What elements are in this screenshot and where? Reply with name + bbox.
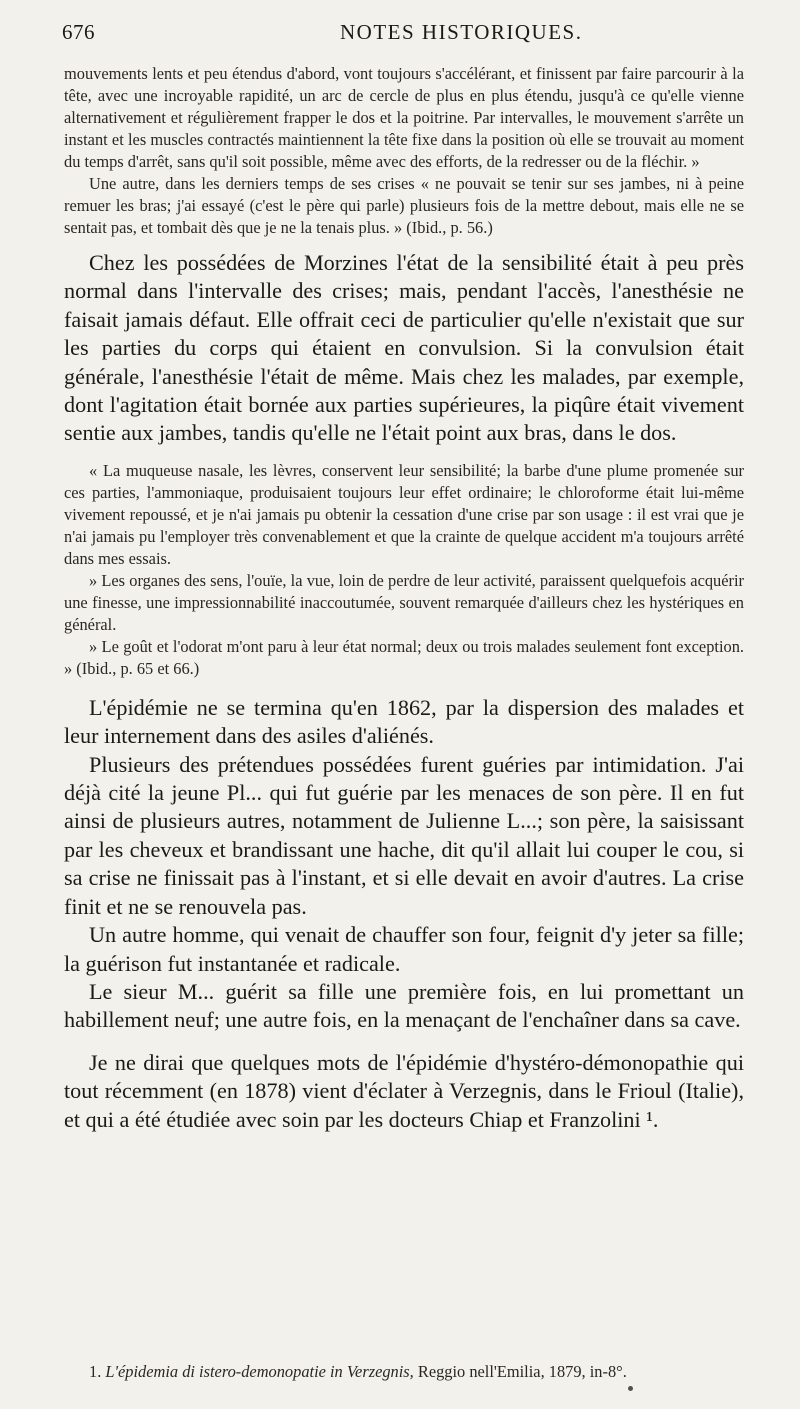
- page-body: [64, 63, 744, 1134]
- paragraph-sensibility: Chez les possédées de Morzines l'état de la sensibilité était à peu près normal dans l'intervalle des crises; mais, pendant l'accès, l'anesthésie ne faisait jamais défaut. Elle offrait ceci de particulier qu'elle n'existait que sur les parties du corps qui étaient en convulsion. Si la convulsion était générale, l'anesthésie l'était de même. Mais chez les malades, par exemple, dont l'agitation était bornée aux parties supérieures, la piqûre était vivement sentie aux jambes, tandis qu'elle ne l'était point aux bras, dans le dos.: [64, 250, 744, 446]
- footnote: [64, 1362, 744, 1382]
- footnote-rest: Reggio nell'Emilia, 1879, in-8°.: [417, 1362, 627, 1381]
- paragraph-quote-mucous: « La muqueuse nasale, les lèvres, conservent leur sensibilité; la barbe d'une plume promenée sur ces parties, l'ammoniaque, produisaient toujours leur effet ordinaire; le chloroforme était lui-même vivement repoussé, et je n'ai jamais pu obtenir la cessation d'une crise par son usage : il est vrai que je n'ai jamais pu l'employer très convenablement et que la crainte de quelque accident m'a toujours arrêté dans mes essais.: [64, 460, 744, 568]
- paragraph-quote-senses: » Les organes des sens, l'ouïe, la vue, loin de perdre de leur activité, paraissent quelquefois acquérir une finesse, une impressionnabilité inaccoutumée, souvent remarquée d'ailleurs chez les hystériques en général.: [64, 570, 744, 634]
- paragraph-quote-taste: » Le goût et l'odorat m'ont paru à leur état normal; deux ou trois malades seulement font exception. » (Ibid., p. 65 et 66.): [64, 636, 744, 678]
- paragraph-epidemic-end: L'épidémie ne se termina qu'en 1862, par la dispersion des malades et leur internement dans des asiles d'aliénés.: [64, 694, 744, 749]
- paragraph-sieur-m: Le sieur M... guérit sa fille une première fois, en lui promettant un habillement neuf; une autre fois, en la menaçant de l'enchaîner dans sa cave.: [64, 978, 744, 1033]
- footnote-marker: 1.: [89, 1362, 102, 1381]
- ink-speck: [628, 1386, 633, 1391]
- paragraph-quote-second-case: Une autre, dans les derniers temps de ses crises « ne pouvait se tenir sur ses jambes, ni à peine remuer les bras; j'ai essayé (c'est le père qui parle) plusieurs fois de la mettre debout, mais elle ne se sentait pas, et tombait dès que je ne la tenais plus. » (Ibid., p. 56.): [64, 174, 744, 237]
- paragraph-verzegnis: Je ne dirai que quelques mots de l'épidémie d'hystéro-démonopathie qui tout récemment (en 1878) vient d'éclater à Verzegnis, dans le Frioul (Italie), et qui a été étudiée avec soin par les docteurs Chiap et Franzolini ¹.: [64, 1049, 744, 1132]
- paragraph-continued-quote: mouvements lents et peu étendus d'abord, vont toujours s'accélérant, et finissent par faire parcourir à la tête, avec une incroyable rapidité, un arc de cercle de plus en plus étendu, jusqu'à ce qu'elle vienne alternativement et régulièrement frapper le dos et la poitrine. Par intervalles, le mouvement s'arrête un instant et les muscles contractés maintiennent la tête fixe dans la position où elle se trouvait au moment du temps d'arrêt, sans qu'il soit possible, même avec des efforts, de la redresser ou de la fléchir. »: [64, 64, 744, 171]
- page-number: 676: [62, 20, 95, 44]
- paragraph-oven: Un autre homme, qui venait de chauffer son four, feignit d'y jeter sa fille; la guérison fut instantanée et radicale.: [64, 922, 744, 976]
- running-head: NOTES HISTORIQUES.: [340, 20, 583, 44]
- page-header: [62, 20, 742, 56]
- paragraph-intimidation: Plusieurs des prétendues possédées furent guéries par intimidation. J'ai déjà cité la jeune Pl... qui fut guérie par les menaces de son père. Il en fut ainsi de plusieurs autres, notamment de Julienne L...; son père, la saisissant par les cheveux et brandissant une hache, dit qu'il allait lui couper le cou, si sa crise ne finissait pas à l'instant, et si elle devait en avoir d'autres. La crise finit et ne se renouvela pas.: [64, 751, 744, 919]
- footnote-title: L'épidemia di istero-demonopatie in Verzegnis,: [105, 1362, 414, 1381]
